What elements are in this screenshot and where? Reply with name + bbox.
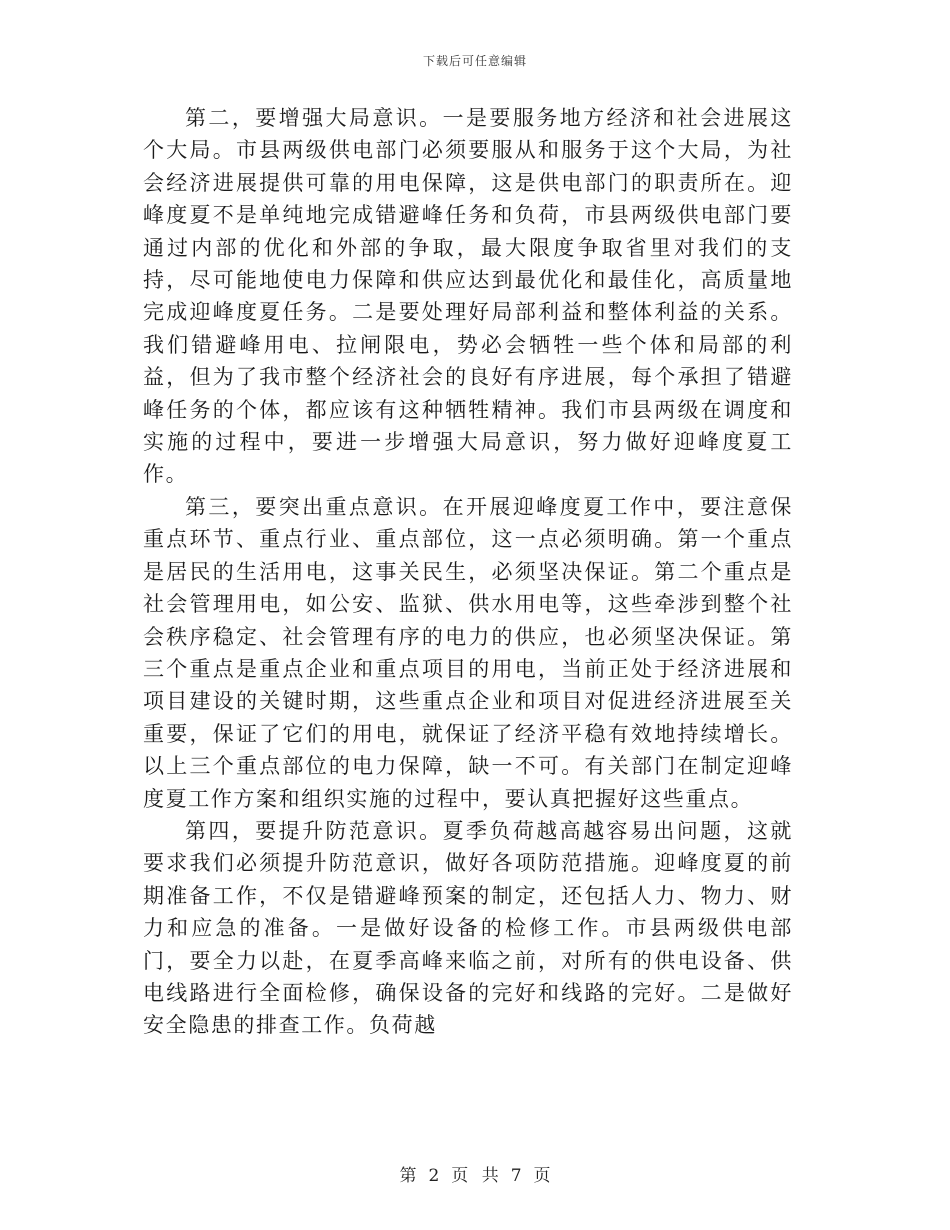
footer-current-page: 2 (428, 1166, 440, 1186)
paragraph-2: 第二，要增强大局意识。一是要服务地方经济和社会进展这个大局。市县两级供电部门必须要服从和服务于这个大局，为社会经济进展提供可靠的用电保障，这是供电部门的职责所在。迎峰度夏不是单纯地完成错避峰任务和负荷，市县两级供电部门要通过内部的优化和外部的争取，最大限度争取省里对我们的支持，尽可能地使电力保障和供应达到最优化和最佳化，高质量地完成迎峰度夏任务。二是要处理好局部利益和整体利益的关系。我们错避峰用电、拉闸限电，势必会牺牲一些个体和局部的利益，但为了我市整个经济社会的良好有序进展，每个承担了错避峰任务的个体，都应该有这种牺牲精神。我们市县两级在调度和实施的过程中，要进一步增强大局意识，努力做好迎峰度夏工作。 (143, 106, 793, 487)
paragraph-3: 第三，要突出重点意识。在开展迎峰度夏工作中，要注意保重点环节、重点行业、重点部位，这一点必须明确。第一个重点是居民的生活用电，这事关民生，必须坚决保证。第二个重点是社会管理用电，如公安、监狱、供水用电等，这些牵涉到整个社会秩序稳定、社会管理有序的电力的供应，也必须坚决保证。第三个重点是重点企业和重点项目的用电，当前正处于经济进展和项目建设的关键时期，这些重点企业和项目对促进经济进展至关重要，保证了它们的用电，就保证了经济平稳有效地持续增长。以上三个重点部位的电力保障，缺一不可。有关部门在制定迎峰度夏工作方案和组织实施的过程中，要认真把握好这些重点。 (143, 494, 793, 811)
footer-total-prefix: 共 (481, 1166, 499, 1186)
footer-prefix: 第 (399, 1166, 417, 1186)
footer-suffix: 页 (533, 1166, 551, 1186)
page-header-note: 下载后可任意编辑 (422, 54, 527, 68)
footer-total-pages: 7 (510, 1166, 522, 1186)
page-footer (0, 1161, 950, 1186)
document-body (143, 102, 793, 1042)
paragraph-4: 第四，要提升防范意识。夏季负荷越高越容易出问题，这就要求我们必须提升防范意识，做好各项防范措施。迎峰度夏的前期准备工作，不仅是错避峰预案的制定，还包括人力、物力、财力和应急的准备。一是做好设备的检修工作。市县两级供电部门，要全力以赴，在夏季高峰来临之前，对所有的供电设备、供电线路进行全面检修，确保设备的完好和线路的完好。二是做好安全隐患的排查工作。负荷越 (143, 818, 793, 1038)
footer-page-word: 页 (451, 1166, 469, 1186)
